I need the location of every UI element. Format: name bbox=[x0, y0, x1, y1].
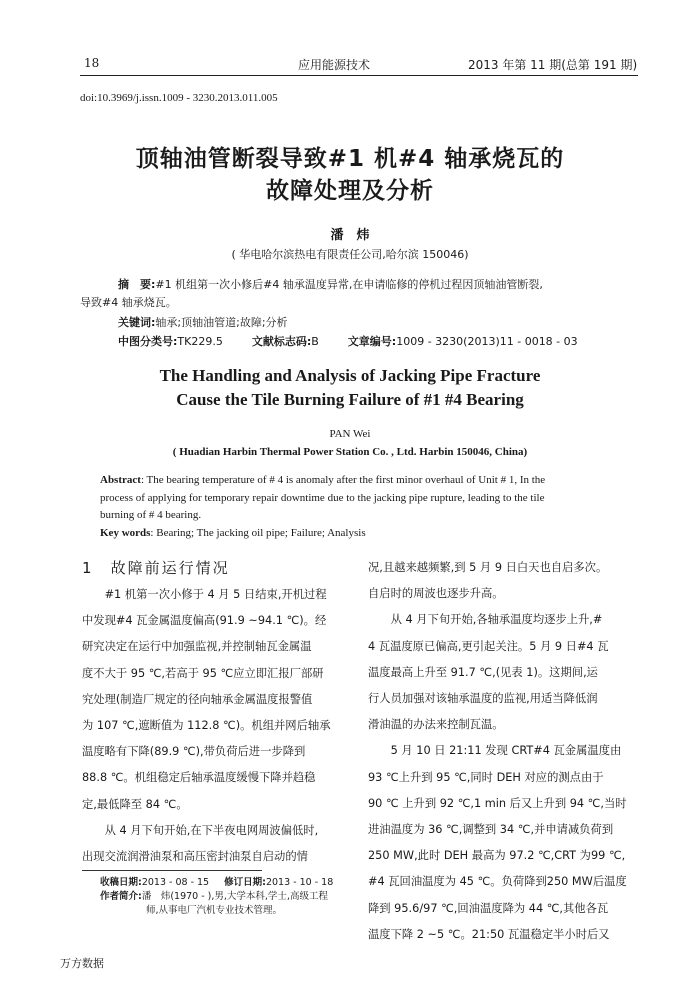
title-en-line1: The Handling and Analysis of Jacking Pipe Fracture bbox=[159, 366, 541, 385]
keywords-cn-text: 轴承;顶轴油管道;故障;分析 bbox=[155, 316, 288, 329]
header-rule bbox=[80, 75, 638, 76]
received-date: 2013 - 08 - 15 bbox=[141, 877, 210, 888]
left-line-5: 究处理(制造厂规定的径向轴承金属温度报警值 bbox=[82, 692, 313, 706]
doc-code-label: 文献标志码: bbox=[251, 335, 312, 348]
author-en: PAN Wei bbox=[329, 428, 371, 440]
right-line-1: 况,且越来越频繁,到 5 月 9 日白天也自启多次。 bbox=[368, 561, 608, 574]
right-line-14: 降到 95.6/97 ℃,回油温度降为 44 ℃,其他各瓦 bbox=[368, 901, 609, 915]
clc-value: TK229.5 bbox=[177, 335, 223, 348]
article-no-value: 1009 - 3230(2013)11 - 0018 - 03 bbox=[396, 335, 578, 348]
left-line-11: 出现交流润滑油泵和高压密封油泵自启动的情 bbox=[82, 850, 308, 864]
left-column-text bbox=[82, 582, 358, 870]
affiliation-cn: ( 华电哈尔滨热电有限责任公司,哈尔滨 150046) bbox=[231, 248, 469, 261]
left-line-9: 定,最低降至 84 ℃。 bbox=[82, 797, 188, 811]
author-bio-2: 师,从事电厂汽机专业技术管理。 bbox=[146, 905, 283, 916]
affiliation-en: ( Huadian Harbin Thermal Power Station Co. , Ltd. Harbin 150046, China) bbox=[172, 446, 528, 458]
doi: doi:10.3969/j.issn.1009 - 3230.2013.011.005 bbox=[80, 92, 278, 104]
abstract-en bbox=[100, 472, 630, 542]
abstract-en-line3: burning of # 4 bearing. bbox=[100, 509, 202, 521]
author-bio-1: 潘 炜(1970 - ),男,大学本科,学士,高级工程 bbox=[141, 891, 328, 902]
footnote bbox=[100, 876, 360, 918]
left-line-6: 为 107 ℃,遮断值为 112.8 ℃)。机组并网后轴承 bbox=[82, 719, 331, 733]
title-cn-line1: 顶轴油管断裂导致#1 机#4 轴承烧瓦的 bbox=[135, 146, 565, 172]
keywords-en-label: Key words bbox=[100, 526, 151, 539]
abstract-cn-label: 摘 要: bbox=[118, 278, 156, 291]
right-line-9: 93 ℃上升到 95 ℃,同时 DEH 对应的测点由于 bbox=[368, 770, 604, 784]
right-column-text bbox=[368, 555, 640, 948]
section-number: 1 bbox=[82, 559, 92, 577]
right-line-7: 滑油温的办法来控制瓦温。 bbox=[368, 718, 504, 732]
section-heading bbox=[82, 557, 230, 578]
page-number: 18 bbox=[84, 56, 100, 70]
right-line-8: 5 月 10 日 21:11 发现 CRT#4 瓦金属温度由 bbox=[390, 744, 622, 758]
doc-code-value: B bbox=[311, 335, 319, 348]
classification bbox=[118, 333, 638, 349]
abstract-en-label: Abstract bbox=[100, 474, 141, 486]
section-title: 故障前运行情况 bbox=[110, 559, 230, 577]
left-line-4: 度不大于 95 ℃,若高于 95 ℃应立即汇报厂部研 bbox=[82, 666, 324, 680]
left-line-7: 温度略有下降(89.9 ℃),带负荷后进一步降到 bbox=[82, 745, 306, 759]
left-line-10: 从 4 月下旬开始,在下半夜电网周波偏低时, bbox=[104, 823, 319, 837]
title-cn-line2: 故障处理及分析 bbox=[266, 178, 434, 204]
right-line-4: 4 瓦温度原已偏高,更引起关注。5 月 9 日#4 瓦 bbox=[368, 639, 609, 653]
journal-name: 应用能源技术 bbox=[298, 58, 371, 72]
left-line-3: 研究决定在运行中加强监视,并控制轴瓦金属温 bbox=[82, 640, 312, 654]
left-line-1: #1 机第一次小修于 4 月 5 日结束,开机过程 bbox=[104, 588, 327, 601]
abstract-en-line2: process of applying for temporary repair downtime due to the jacking pipe rupture, leading to the tile bbox=[100, 491, 545, 504]
footnote-rule bbox=[82, 870, 262, 871]
right-line-3: 从 4 月下旬开始,各轴承温度均逐步上升,# bbox=[390, 613, 603, 627]
right-line-6: 行人员加强对该轴承温度的监视,用适当降低润 bbox=[368, 692, 598, 706]
abstract-cn-text1: #1 机组第一次小修后#4 轴承温度异常,在申请临修的停机过程因顶轴油管断裂, bbox=[155, 278, 543, 291]
right-line-10: 90 ℃ 上升到 92 ℃,1 min 后又上升到 94 ℃,当时 bbox=[368, 796, 627, 810]
revised-label: 修订日期: bbox=[224, 877, 266, 888]
issue-info: 2013 年第 11 期(总第 191 期) bbox=[468, 58, 638, 72]
keywords-cn bbox=[118, 314, 288, 330]
article-no-label: 文章编号: bbox=[347, 335, 397, 348]
keywords-en-text: : Bearing; The jacking oil pipe; Failure; Analysis bbox=[150, 526, 366, 539]
right-line-11: 进油温度为 36 ℃,调整到 34 ℃,并申请减负荷到 bbox=[368, 823, 614, 837]
watermark: 万方数据 bbox=[60, 957, 104, 970]
right-line-12: 250 MW,此时 DEH 最高为 97.2 ℃,CRT 为99 ℃, bbox=[368, 849, 626, 863]
abstract-en-line1: : The bearing temperature of # 4 is anomaly after the first minor overhaul of Unit # 1, In the bbox=[140, 474, 546, 486]
keywords-cn-label: 关键词: bbox=[118, 316, 156, 329]
left-line-8: 88.8 ℃。机组稳定后轴承温度缓慢下降并趋稳 bbox=[82, 771, 316, 785]
title-en-line2: Cause the Tile Burning Failure of #1 #4 Bearing bbox=[176, 390, 524, 409]
author-cn: 潘 炜 bbox=[330, 228, 370, 243]
abstract-cn-text2: 导致#4 轴承烧瓦。 bbox=[80, 296, 177, 309]
abstract-cn bbox=[118, 276, 618, 292]
clc-label: 中图分类号: bbox=[118, 335, 178, 348]
left-line-2: 中发现#4 瓦金属温度偏高(91.9 ~94.1 ℃)。经 bbox=[82, 614, 327, 628]
right-line-5: 温度最高上升至 91.7 ℃,(见表 1)。这期间,运 bbox=[368, 665, 598, 679]
author-bio-label: 作者简介: bbox=[100, 891, 142, 902]
revised-date: 2013 - 10 - 18 bbox=[265, 877, 334, 888]
right-line-2: 自启时的周波也逐步升高。 bbox=[368, 587, 504, 601]
received-label: 收稿日期: bbox=[100, 877, 142, 888]
right-line-13: #4 瓦回油温度为 45 ℃。负荷降到250 MW后温度 bbox=[368, 875, 627, 889]
right-line-15: 温度下降 2 ~5 ℃。21:50 瓦温稳定半小时后又 bbox=[368, 927, 610, 941]
